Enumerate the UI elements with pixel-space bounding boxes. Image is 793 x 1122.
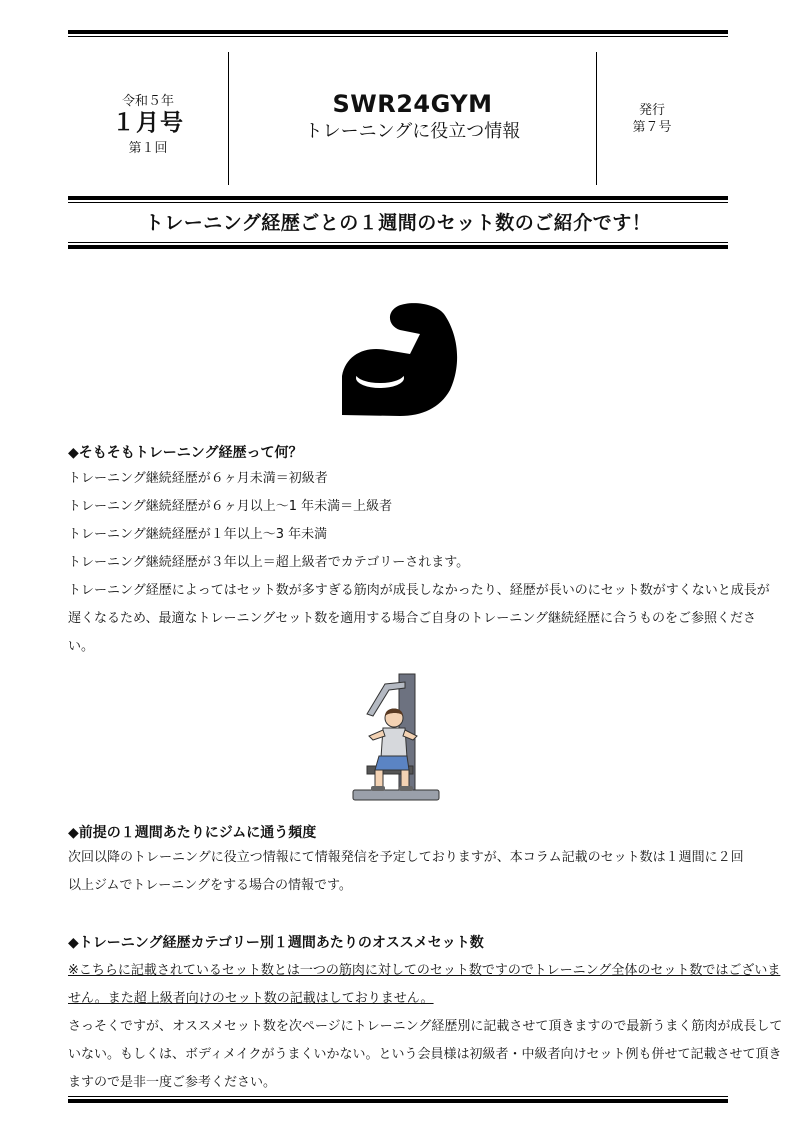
body-line: いない。もしくは、ボディメイクがうまくいかない。という会員様は初級者・中級者向けセット例も併せて記載させて頂き bbox=[68, 1047, 782, 1062]
headline-top-rule-thick bbox=[68, 196, 728, 200]
brand-name: SWR24GYM bbox=[332, 90, 493, 118]
issue-volume: 第１回 bbox=[128, 141, 168, 156]
headline-bottom-rule-thin bbox=[68, 242, 728, 243]
masthead-top-rule-thick bbox=[68, 30, 728, 34]
chest-press-machine-illustration bbox=[345, 670, 445, 809]
page-headline: トレーニング経歴ごとの１週間のセット数のご紹介です！ bbox=[144, 212, 652, 234]
section-recommended-sets-body bbox=[68, 957, 783, 1097]
note-line: せん。また超上級者向けのセット数の記載はしておりません。 bbox=[68, 991, 434, 1006]
headline-top-rule-thin bbox=[68, 202, 728, 203]
body-line: 次回以降のトレーニングに役立つ情報にて情報発信を予定しておりますが、本コラム記載のセット数は１週間に２回 bbox=[68, 850, 744, 865]
body-line: トレーニング継続経歴が３年以上＝超上級者でカテゴリーされます。 bbox=[68, 555, 470, 570]
newsletter-subtitle: トレーニングに役立つ情報 bbox=[304, 121, 521, 142]
publish-label: 発行 bbox=[638, 103, 665, 118]
section-training-history-title: ◆そもそもトレーニング経歴って何？ bbox=[68, 445, 303, 461]
section-gym-frequency-title: ◆前提の１週間あたりにジムに通う頻度 bbox=[68, 825, 317, 841]
body-line: さっそくですが、オススメセット数を次ページにトレーニング経歴別に記載させて頂きますので最新うまく筋肉が成長して bbox=[68, 1019, 783, 1034]
section-gym-frequency-body bbox=[68, 844, 744, 900]
newsletter-title bbox=[229, 88, 596, 144]
body-line: 以上ジムでトレーニングをする場合の情報です。 bbox=[68, 878, 352, 893]
flexed-arm-icon bbox=[340, 290, 460, 424]
body-line: トレーニング継続経歴が１年以上～3 年未満 bbox=[68, 527, 328, 542]
body-line: トレーニング継続経歴が６ヶ月未満＝初級者 bbox=[68, 471, 328, 486]
issue-month: １月号 bbox=[112, 110, 184, 136]
masthead-top-rule-thin bbox=[68, 36, 728, 37]
publish-number: 第７号 bbox=[632, 120, 672, 135]
section-training-history-body bbox=[68, 465, 770, 661]
body-line: 遅くなるため、最適なトレーニングセット数を適用する場合ご自身のトレーニング継続経歴に合うものをご参照くださ bbox=[68, 611, 756, 626]
note-line: ※こちらに記載されているセット数とは一つの筋肉に対してのセット数ですのでトレーニング全体のセット数ではございま bbox=[68, 963, 781, 978]
headline-bottom-rule-thick bbox=[68, 245, 728, 249]
footer-rule-thin bbox=[68, 1096, 728, 1097]
body-line: い。 bbox=[68, 639, 95, 654]
publication-info bbox=[597, 102, 707, 136]
body-line: ますので是非一度ご参考ください。 bbox=[68, 1075, 277, 1090]
body-line: トレーニング継続経歴が６ヶ月以上～1 年未満＝上級者 bbox=[68, 499, 393, 514]
body-line: トレーニング経歴によってはセット数が多すぎる筋肉が成長しなかったり、経歴が長いのにセット数がすくないと成長が bbox=[68, 583, 770, 598]
issue-era: 令和５年 bbox=[121, 94, 174, 109]
issue-info bbox=[68, 90, 228, 156]
footer-rule-thick bbox=[68, 1099, 728, 1103]
section-recommended-sets-title: ◆トレーニング経歴カテゴリー別１週間あたりのオススメセット数 bbox=[68, 935, 484, 951]
